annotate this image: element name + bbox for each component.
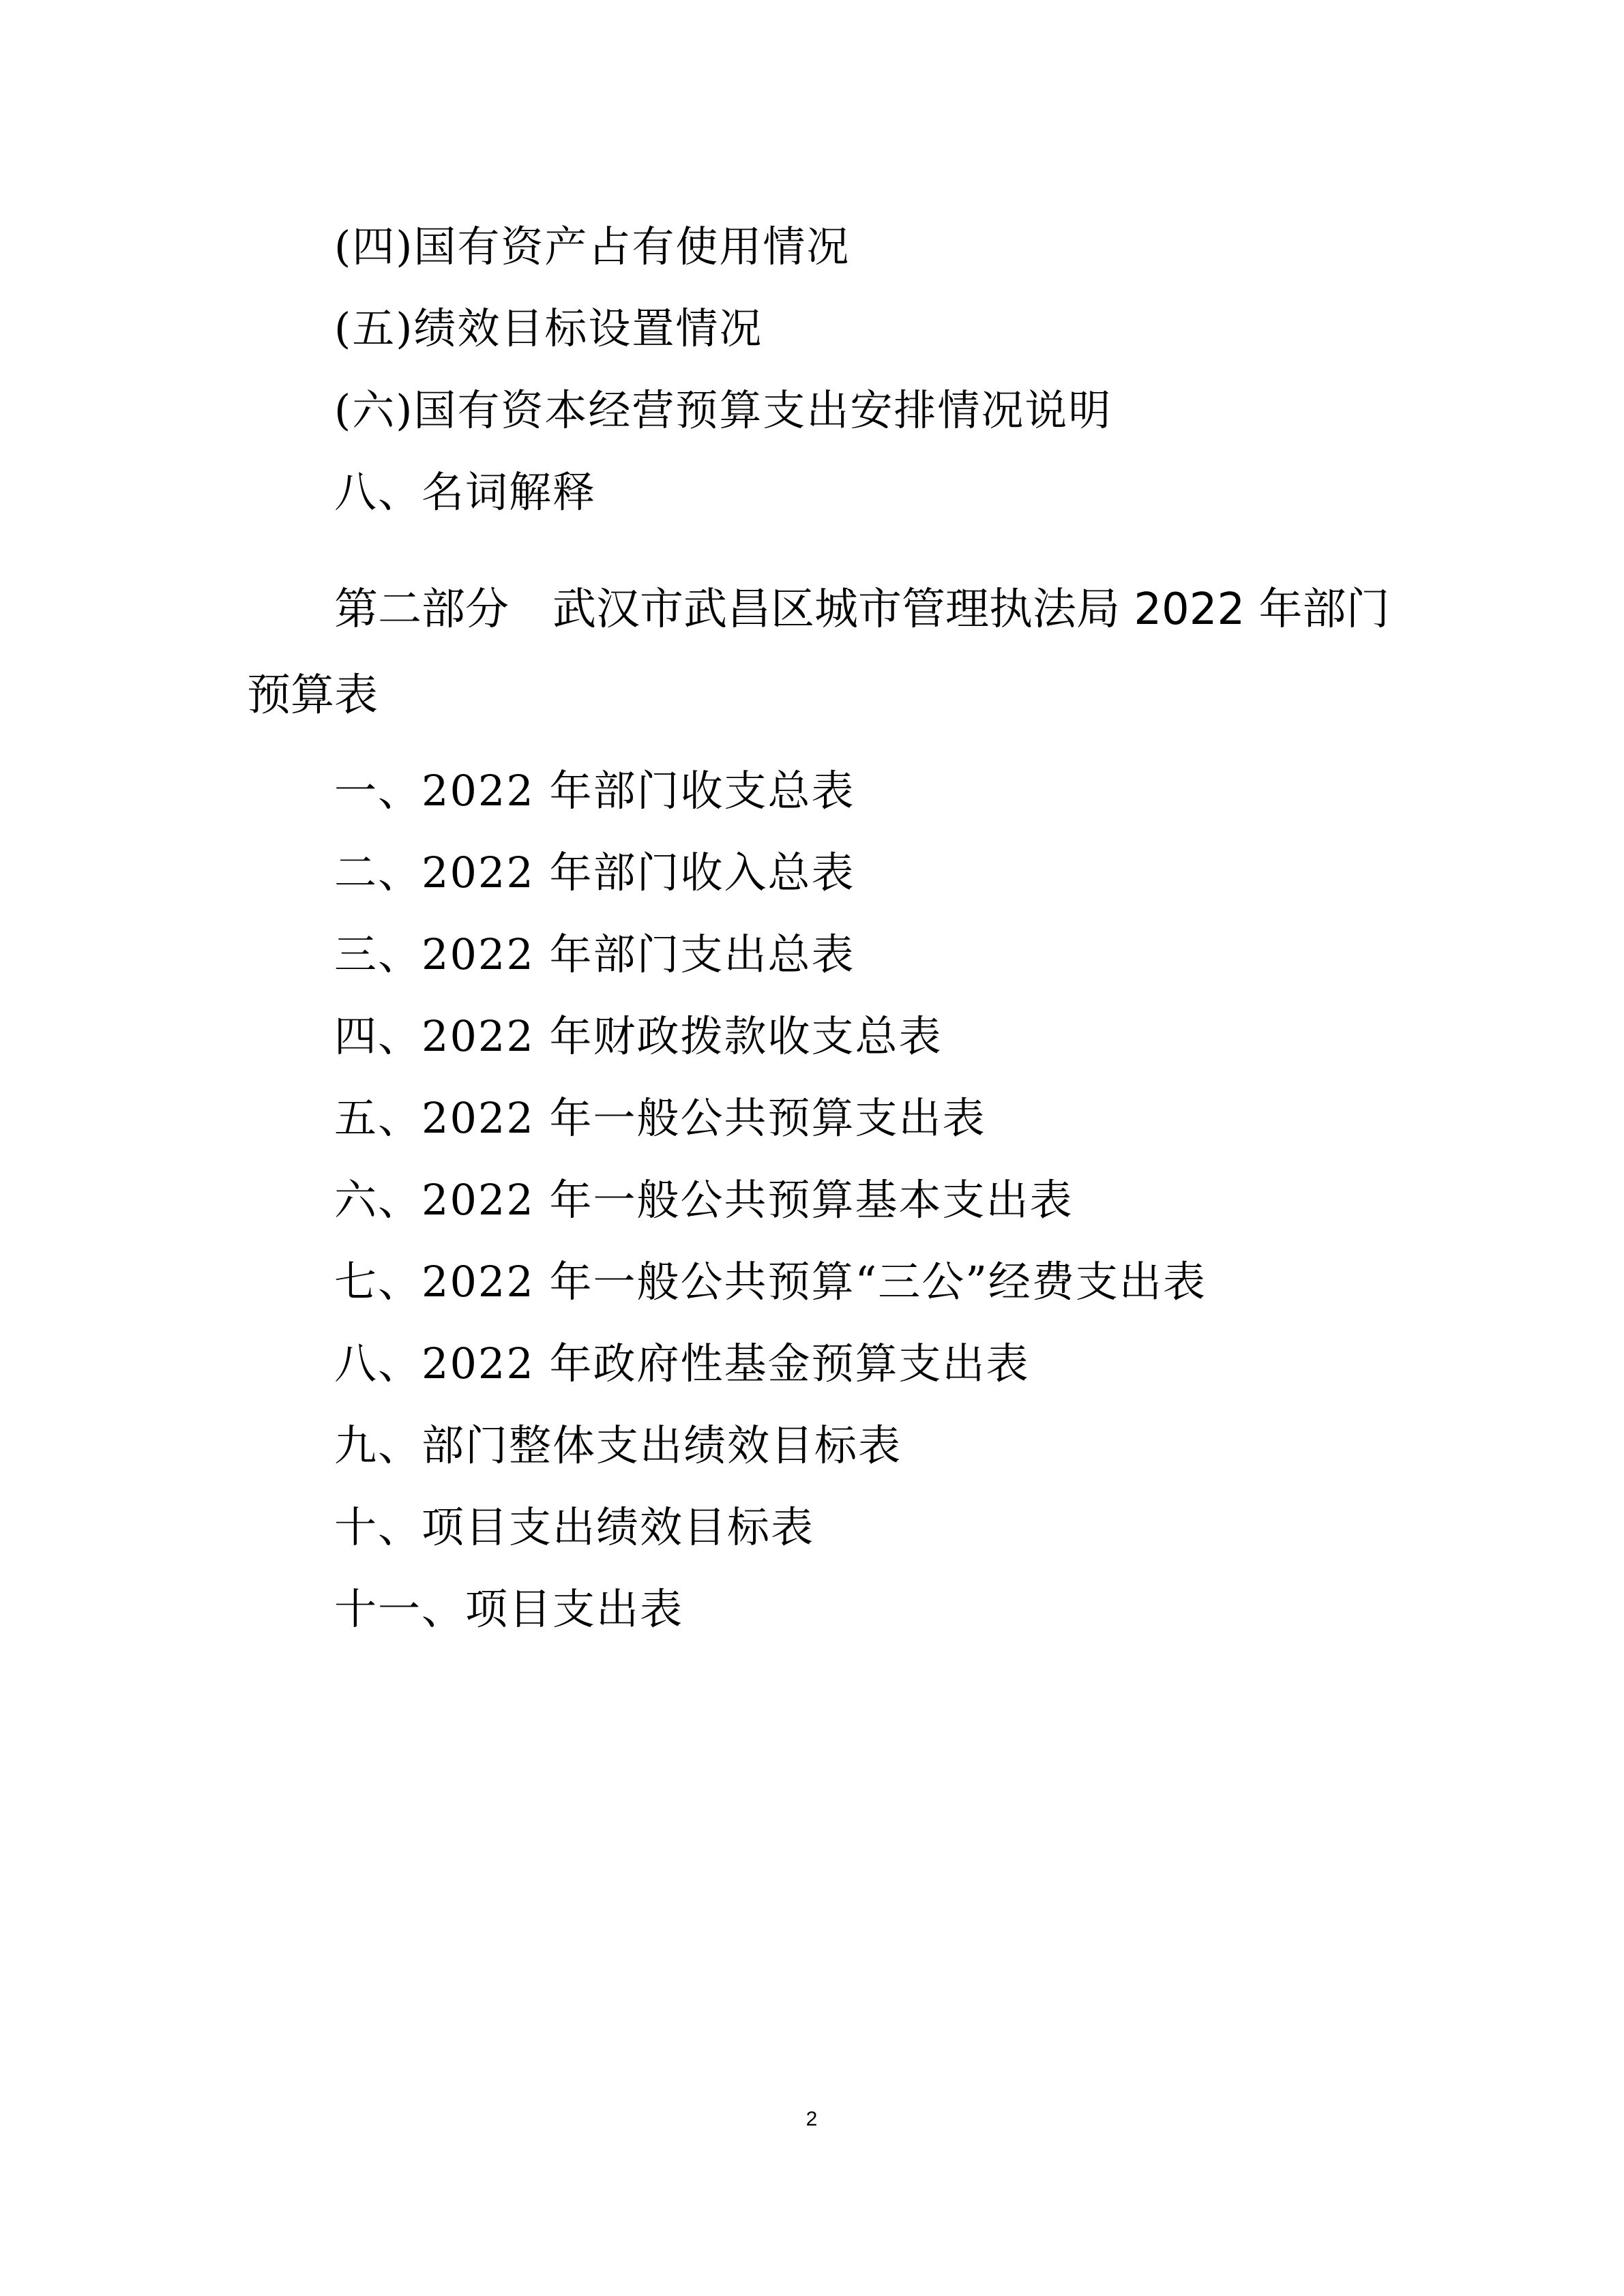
page-number: 2 <box>806 2108 818 2130</box>
toc-item-performance-goals: (五)绩效目标设置情况 <box>334 303 763 353</box>
toc-item-assets: (四)国有资产占有使用情况 <box>334 222 851 271</box>
toc-table-item: 七、2022 年一般公共预算“三公”经费支出表 <box>334 1257 1207 1307</box>
toc-table-item: 一、2022 年部门收支总表 <box>334 766 855 816</box>
toc-table-item: 八、2022 年政府性基金预算支出表 <box>334 1339 1030 1388</box>
part2-heading-line1: 第二部分 武汉市武昌区城市管理执法局 2022 年部门 <box>334 584 1390 635</box>
toc-table-item: 五、2022 年一般公共预算支出表 <box>334 1093 986 1143</box>
toc-item-glossary: 八、名词解释 <box>334 467 597 517</box>
toc-table-item: 十一、项目支出表 <box>334 1584 684 1634</box>
toc-item-state-capital: (六)国有资本经营预算支出安排情况说明 <box>334 385 1112 435</box>
part2-heading-line2: 预算表 <box>247 670 378 721</box>
toc-table-item: 十、项目支出绩效目标表 <box>334 1502 815 1552</box>
toc-table-item: 三、2022 年部门支出总表 <box>334 929 855 979</box>
toc-table-item: 四、2022 年财政拨款收支总表 <box>334 1011 943 1061</box>
toc-table-item: 六、2022 年一般公共预算基本支出表 <box>334 1175 1074 1225</box>
toc-table-item: 二、2022 年部门收入总表 <box>334 848 855 897</box>
toc-table-item: 九、部门整体支出绩效目标表 <box>334 1420 902 1470</box>
